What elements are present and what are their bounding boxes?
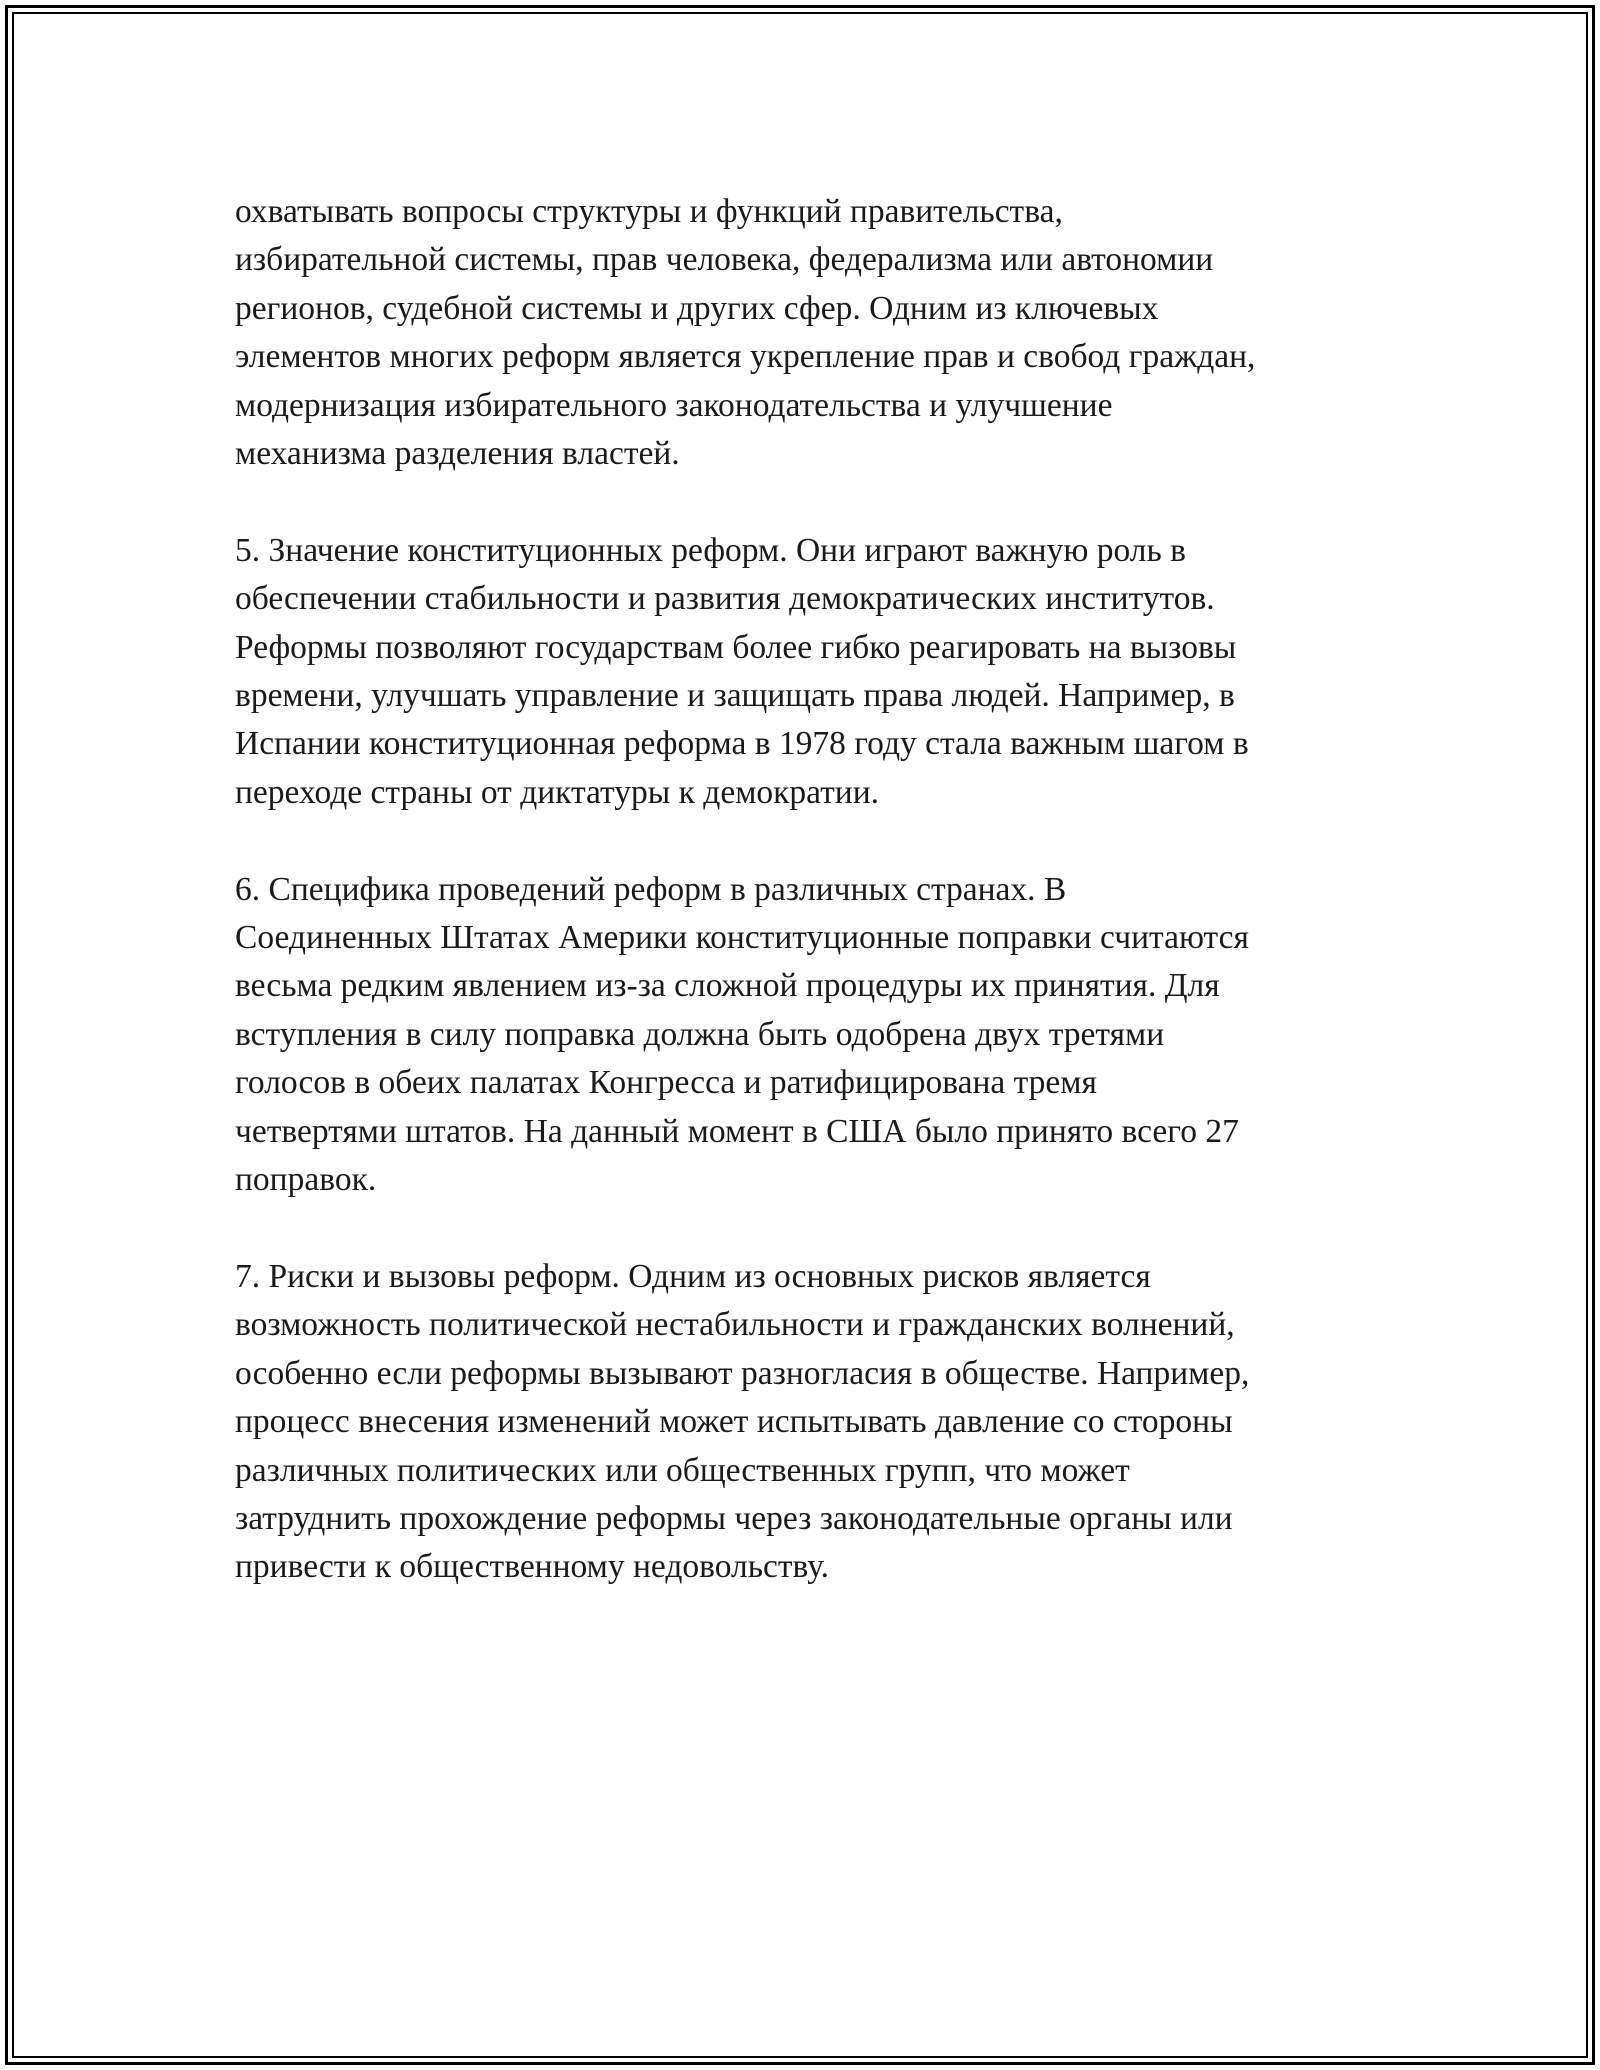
document-body xyxy=(235,188,1415,1640)
text-line: регионов, судебной системы и других сфер. Одним из ключевых xyxy=(235,289,1159,327)
text-line: механизма разделения властей. xyxy=(235,435,680,473)
text-line: Соединенных Штатах Америки конституционные поправки считаются xyxy=(235,919,1249,957)
text-line: поправок. xyxy=(235,1161,377,1199)
text-line: Испании конституционная реформа в 1978 году стала важным шагом в xyxy=(235,725,1249,763)
text-line: элементов многих реформ является укрепление прав и свобод граждан, xyxy=(235,338,1256,376)
text-line: затруднить прохождение реформы через законодательные органы или xyxy=(235,1499,1233,1537)
text-line: весьма редким явлением из-за сложной процедуры их принятия. Для xyxy=(235,967,1220,1005)
text-line: различных политических или общественных групп, что может xyxy=(235,1451,1130,1489)
text-line: 6. Специфика проведений реформ в различных странах. В xyxy=(235,870,1067,908)
text-line: избирательной системы, прав человека, федерализма или автономии xyxy=(235,241,1214,279)
text-line: 7. Риски и вызовы реформ. Одним из основных рисков является xyxy=(235,1257,1151,1295)
text-line: вступления в силу поправка должна быть одобрена двух третями xyxy=(235,1015,1165,1053)
paragraph-item-7 xyxy=(235,1253,1415,1592)
text-line: возможность политической нестабильности и гражданских волнений, xyxy=(235,1306,1235,1344)
paragraph-item-6 xyxy=(235,866,1415,1205)
text-line: 5. Значение конституционных реформ. Они играют важную роль в xyxy=(235,531,1186,569)
paragraph-item-5 xyxy=(235,527,1415,817)
text-line: модернизация избирательного законодательства и улучшение xyxy=(235,386,1113,424)
text-line: привести к общественному недовольству. xyxy=(235,1548,829,1586)
text-line: особенно если реформы вызывают разногласия в обществе. Например, xyxy=(235,1354,1250,1392)
paragraph-continuation xyxy=(235,188,1415,478)
text-line: охватывать вопросы структуры и функций правительства, xyxy=(235,193,1063,230)
text-line: Реформы позволяют государствам более гибко реагировать на вызовы xyxy=(235,628,1237,666)
text-line: четвертями штатов. На данный момент в США было принято всего 27 xyxy=(235,1112,1239,1150)
text-line: переходе страны от диктатуры к демократии. xyxy=(235,773,880,811)
text-line: обеспечении стабильности и развития демократических институтов. xyxy=(235,580,1215,618)
text-line: голосов в обеих палатах Конгресса и ратифицирована тремя xyxy=(235,1064,1097,1102)
text-line: процесс внесения изменений может испытывать давление со стороны xyxy=(235,1403,1233,1441)
text-line: времени, улучшать управление и защищать права людей. Например, в xyxy=(235,677,1235,715)
